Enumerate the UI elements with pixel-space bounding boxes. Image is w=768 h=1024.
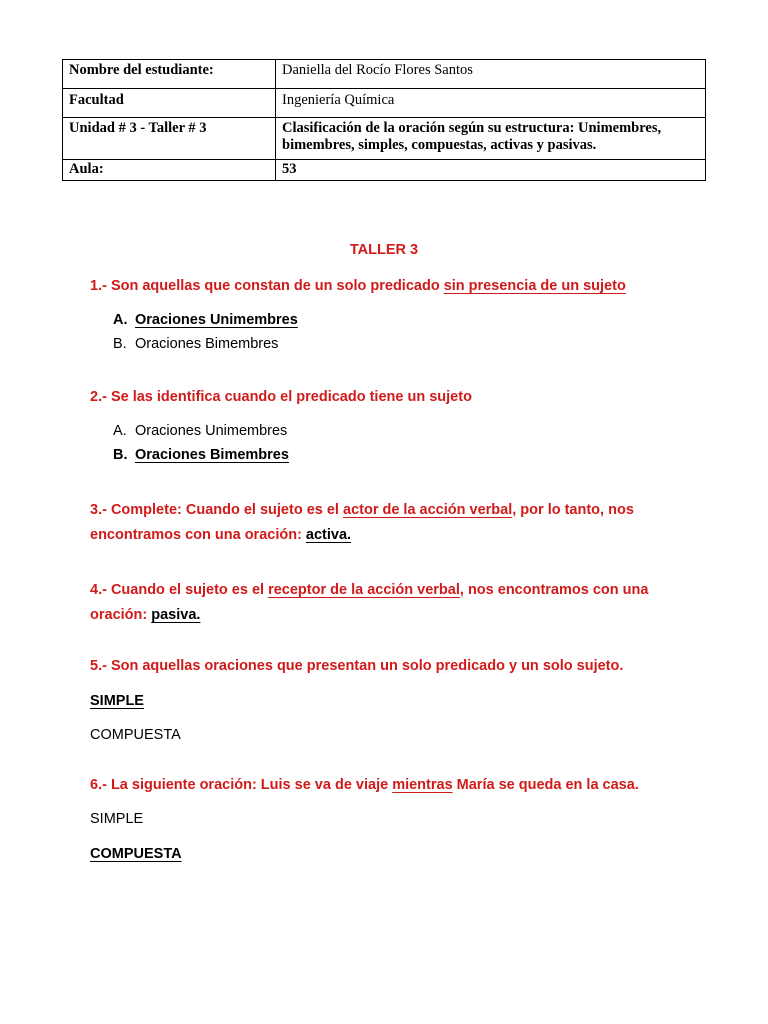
q2-option-a: [113, 421, 287, 441]
question-3-underlined: actor de la acción verbal: [343, 502, 513, 518]
table-row: [63, 118, 706, 160]
question-3-text-line2: encontramos con una oración:: [90, 527, 306, 543]
student-name-label: Nombre del estudiante:: [63, 60, 276, 89]
question-6-text: 6.- La siguiente oración: Luis se va de viaje: [90, 777, 393, 793]
question-3-line-2: [90, 525, 351, 545]
unit-topic-line-2: bimembres, simples, compuestas, activas y pasivas.: [282, 137, 597, 153]
question-1-text: 1.- Son aquellas que constan de un solo predicado: [90, 278, 444, 294]
table-row: [63, 89, 706, 118]
option-text: Oraciones Bimembres: [135, 336, 279, 352]
question-1-underlined: sin presencia de un sujeto: [443, 278, 626, 294]
student-name-value: Daniella del Rocío Flores Santos: [276, 60, 706, 89]
q6-option-selected: COMPUESTA: [90, 846, 182, 862]
question-6-text-cont: María se queda en la casa.: [452, 777, 639, 793]
q5-option: COMPUESTA: [90, 727, 181, 743]
question-4-line-1: [90, 580, 648, 600]
question-1: [90, 276, 626, 296]
q1-option-b: [113, 334, 278, 354]
unit-topic-line-1: Clasificación de la oración según su estructura: Unimembres,: [282, 120, 662, 136]
question-4-line-2: [90, 605, 200, 625]
unit-label: Unidad # 3 - Taller # 3: [63, 118, 276, 160]
option-letter: A.: [113, 312, 128, 328]
question-6: [90, 775, 639, 795]
option-text: Oraciones Unimembres: [135, 423, 288, 439]
student-info-table: [62, 59, 706, 181]
question-4-text-line2: oración:: [90, 607, 152, 623]
faculty-value: Ingeniería Química: [276, 89, 706, 118]
question-6-underlined: mientras: [392, 777, 453, 793]
page-title: TALLER 3: [349, 242, 419, 258]
q6-option: SIMPLE: [90, 811, 144, 827]
question-4-underlined: receptor de la acción verbal: [268, 582, 460, 598]
option-text-selected: Oraciones Bimembres: [135, 447, 289, 463]
option-text-selected: Oraciones Unimembres: [135, 312, 298, 328]
unit-topic-value: [276, 118, 706, 160]
classroom-label: Aula:: [63, 160, 276, 181]
table-row: [63, 160, 706, 181]
question-3-line-1: [90, 500, 634, 520]
question-4-text-cont: , nos encontramos con una: [459, 582, 649, 598]
question-4-text: 4.- Cuando el sujeto es el: [90, 582, 269, 598]
option-letter: A.: [113, 423, 127, 439]
question-3-text-cont: , por lo tanto, nos: [512, 502, 634, 518]
classroom-value: 53: [276, 160, 706, 181]
question-2: 2.- Se las identifica cuando el predicado tiene un sujeto: [90, 389, 472, 405]
option-letter: B.: [113, 336, 127, 352]
table-row: [63, 60, 706, 89]
option-letter: B.: [113, 447, 128, 463]
faculty-label: Facultad: [63, 89, 276, 118]
question-4-answer: pasiva.: [151, 607, 201, 623]
question-5: 5.- Son aquellas oraciones que presentan un solo predicado y un solo sujeto.: [90, 658, 624, 674]
q2-option-b: [113, 445, 289, 465]
q5-option-selected: SIMPLE: [90, 693, 144, 709]
question-3-text: 3.- Complete: Cuando el sujeto es el: [90, 502, 343, 518]
question-3-answer: activa.: [305, 527, 352, 543]
q1-option-a: [113, 310, 298, 330]
